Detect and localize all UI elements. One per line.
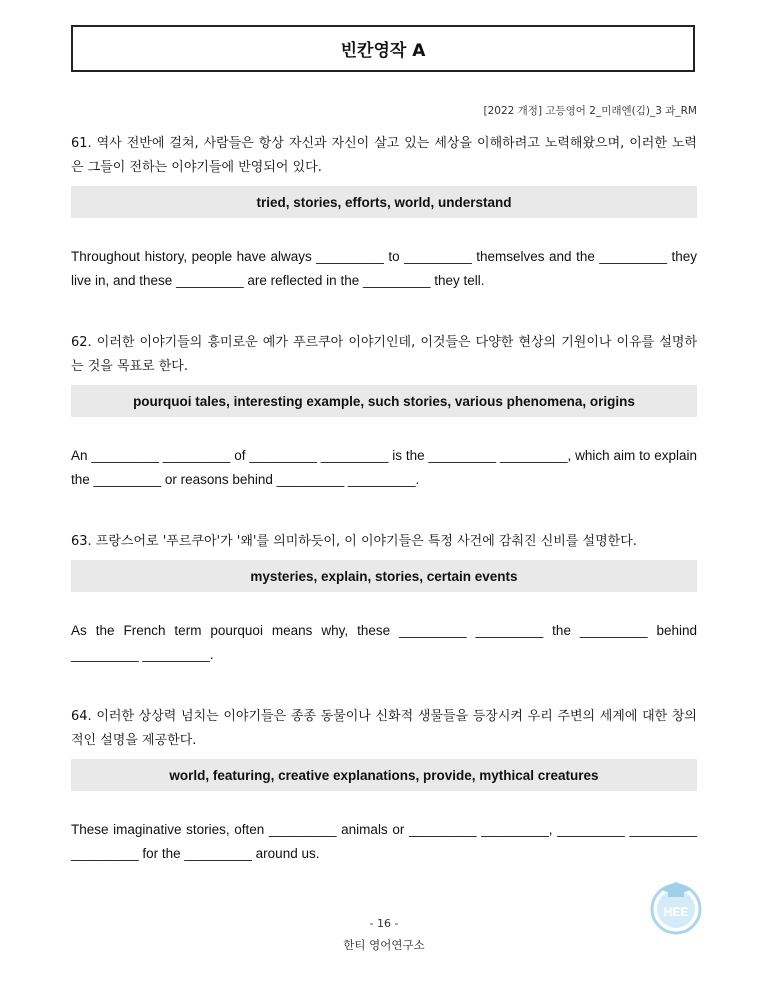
question-63 xyxy=(71,530,697,667)
keyword-box: world, featuring, creative explanations, provide, mythical creatures xyxy=(71,759,697,791)
english-blank-sentence: These imaginative stories, often _________ animals or _________ _________, _________ _________ _________ for the _________ around us. xyxy=(71,822,697,861)
korean-prompt: 62. 이러한 이야기들의 흥미로운 예가 푸르쿠아 이야기인데, 이것들은 다양한 현상의 기원이나 이유를 설명하는 것을 목표로 한다. xyxy=(71,335,697,374)
english-blank-sentence: As the French term pourquoi means why, these _________ _________ the _________ behind _________ _________. xyxy=(71,623,697,662)
keyword-box: mysteries, explain, stories, certain events xyxy=(71,560,697,592)
question-64 xyxy=(71,705,697,866)
footer-organization: 한티 영어연구소 xyxy=(343,938,425,952)
keyword-box: tried, stories, efforts, world, understand xyxy=(71,186,697,218)
worksheet-title: 빈칸영작 A xyxy=(71,25,695,72)
svg-text:HEE: HEE xyxy=(663,905,689,919)
source-label: [2022 개정] 고등영어 2_미래엔(김)_3 과_RM xyxy=(483,105,697,117)
hee-logo-icon xyxy=(645,876,707,938)
question-62 xyxy=(71,331,697,492)
korean-prompt: 61. 역사 전반에 걸쳐, 사람들은 항상 자신과 자신이 살고 있는 세상을 이해하려고 노력해왔으며, 이러한 노력은 그들이 전하는 이야기들에 반영되어 있다. xyxy=(71,136,697,175)
korean-prompt: 64. 이러한 상상력 넘치는 이야기들은 종종 동물이나 신화적 생물들을 등장시켜 우리 주변의 세계에 대한 창의적인 설명을 제공한다. xyxy=(71,709,697,748)
page-number: - 16 - xyxy=(369,917,399,930)
english-blank-sentence: An _________ _________ of _________ _________ is the _________ _________, which aim to explain the _________ or reasons behind _________ _________. xyxy=(71,448,697,487)
english-blank-sentence: Throughout history, people have always _________ to _________ themselves and the _________ they live in, and these _________ are reflected in the _________ they tell. xyxy=(71,249,697,288)
question-61 xyxy=(71,132,697,293)
keyword-box: pourquoi tales, interesting example, such stories, various phenomena, origins xyxy=(71,385,697,417)
korean-prompt: 63. 프랑스어로 '푸르쿠아'가 '왜'를 의미하듯이, 이 이야기들은 특정 사건에 감춰진 신비를 설명한다. xyxy=(71,534,637,549)
